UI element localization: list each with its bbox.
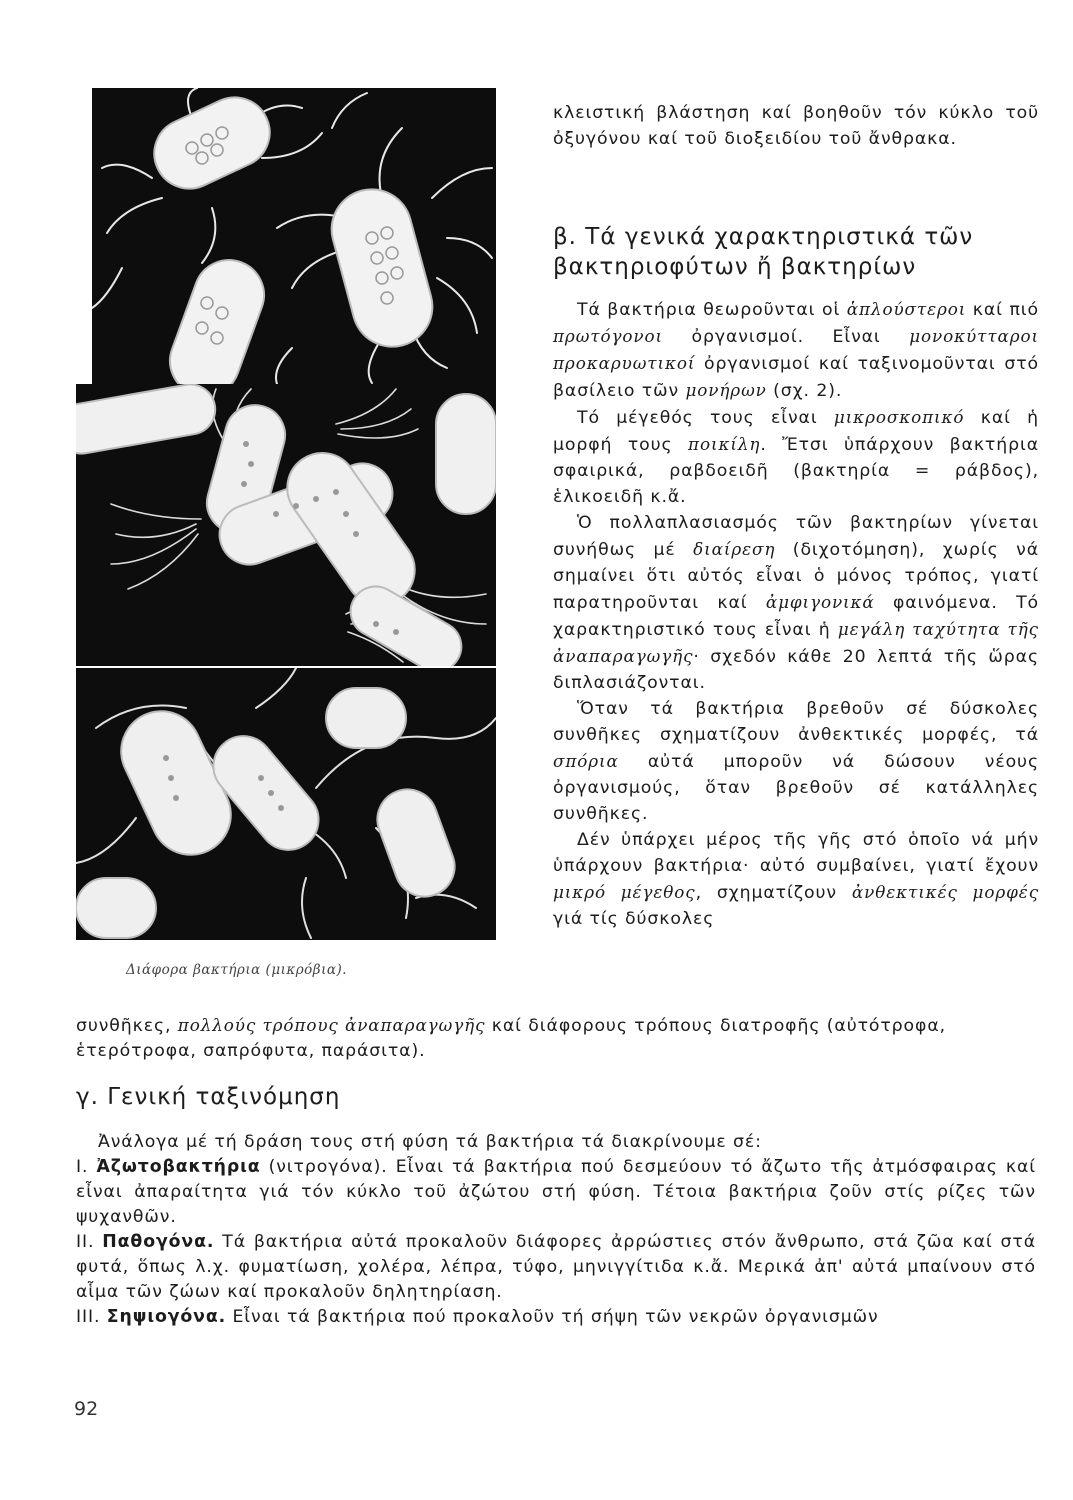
section-b-body: [553, 296, 1039, 932]
emphasis: μικρό μέγεθος: [553, 882, 696, 902]
rod-bacteria-illustration: [76, 384, 496, 666]
paragraph: Ὅταν τά βακτήρια βρεθοῦν σέ δύσκολες συνθῆκες σχηματίζουν ἀνθεκτικές μορφές, τά σπόρια αὐτά μποροῦν νά δώσουν νέους ὀργανισμούς, ὅταν βρεθοῦν σέ κατάλληλες συνθῆκες.: [553, 699, 1039, 824]
emphasis: ποικίλη: [688, 434, 761, 454]
figure-panel-rod-bacteria: [76, 384, 496, 666]
bacteria-figure: [76, 88, 496, 938]
classification-item-nitrogen: I. Ἀζωτοβακτήρια (νιτρογόνα). Εἶναι τά βακτήρια πού δεσμεύουν τό ἄζωτο τῆς ἀτμόσφαιρας καί εἶναι ἀπαραίτητα γιά τόν κύκλο τοῦ ἀζώτου στή φύση. Τέτοια βακτήρια ζοῦν στίς ρίζες τῶν ψυχανθῶν.: [76, 1157, 1037, 1227]
term-pathogenic: Παθογόνα.: [102, 1232, 215, 1252]
classification-item-pathogenic: II. Παθογόνα. Τά βακτήρια αὐτά προκαλοῦν διάφορες ἀρρώστιες στόν ἄνθρωπο, στά ζῶα καί στά φυτά, ὅπως λ.χ. φυματίωση, χολέρα, λέπρα, τύφο, μηνιγγίτιδα κ.ἄ. Μερικά ἀπ' αὐτά μπαίνουν στό αἷμα τῶν ζώων καί προκαλοῦν δηλητηρίαση.: [76, 1232, 1036, 1302]
classification-intro: Ἀνάλογα μέ τή δράση τους στή φύση τά βακτήρια τά διακρίνουμε σέ:: [98, 1132, 762, 1152]
term-nitrogen-bacteria: Ἀζωτοβακτήρια: [96, 1157, 261, 1177]
continuation-paragraph: κλειστική βλάστηση καί βοηθοῦν τόν κύκλο τοῦ ὀξυγόνου καί τοῦ διοξειδίου τοῦ ἄνθρακα.: [553, 103, 1039, 149]
emphasis: σπόρια: [553, 751, 619, 771]
page-number: 92: [74, 1398, 99, 1420]
top-continuation: [553, 100, 1039, 152]
figure-panel-flagellated-bacteria: [92, 88, 496, 384]
paragraph: συνθῆκες, πολλούς τρόπους ἀναπαραγωγῆς καί διάφορους τρόπους διατροφῆς (αὐτότροφα, ἑτερότροφα, σαπρόφυτα, παράσιτα).: [76, 1015, 947, 1061]
emphasis: πολλούς τρόπους ἀναπαραγωγῆς: [177, 1015, 486, 1035]
emphasis: ἁπλούστεροι: [846, 299, 967, 319]
paragraph: Τό μέγεθός τους εἶναι μικροσκοπικό καί ἡ μορφή τους ποικίλη. Ἔτσι ὑπάρχουν βακτήρια σφαιρικά, ραβδοειδῆ (βακτηρία = ράβδος), ἑλικοειδῆ κ.ἄ.: [553, 407, 1039, 507]
classification-list: [76, 1130, 1036, 1330]
figure-panel-curved-bacteria: [76, 668, 496, 940]
emphasis: ἀμφιγονικά: [765, 592, 875, 612]
section-g-heading: γ. Γενική ταξινόμηση: [76, 1084, 341, 1110]
term-putrefactive: Σηψιογόνα.: [106, 1307, 227, 1327]
emphasis: μικροσκοπικό: [833, 407, 965, 427]
paragraph: Ὁ πολλαπλασιασμός τῶν βακτηρίων γίνεται συνήθως μέ διαίρεση (διχοτόμηση), χωρίς νά σημαίνει ὅτι αὐτός εἶναι ὁ μόνος τρόπος, γιατί παρατηροῦνται καί ἀμφιγονικά φαινόμενα. Τό χαρακτηριστικό τους εἶναι ἡ μεγάλη ταχύτητα τῆς ἀναπαραγωγῆς· σχεδόν κάθε 20 λεπτά τῆς ὥρας διπλασιάζονται.: [553, 513, 1040, 693]
paragraph: Τά βακτήρια θεωροῦνται οἱ ἁπλούστεροι καί πιό πρωτόγονοι ὀργανισμοί. Εἶναι μονοκύτταροι προκαρυωτικοί ὀργανισμοί καί ταξινομοῦνται στό βασίλειο τῶν μονήρων (σχ. 2).: [553, 299, 1039, 401]
emphasis: μονήρων: [685, 380, 767, 400]
emphasis: διαίρεση: [693, 539, 776, 559]
curved-bacteria-illustration: [76, 668, 496, 940]
emphasis: πρωτόγονοι: [553, 326, 663, 346]
figure-caption: Διάφορα βακτήρια (μικρόβια).: [126, 962, 348, 978]
flagellated-bacteria-illustration: [92, 88, 496, 384]
paragraph: Δέν ὑπάρχει μέρος τῆς γῆς στό ὁποῖο νά μήν ὑπάρχουν βακτήρια· αὐτό συμβαίνει, γιατί ἔχουν μικρό μέγεθος, σχηματίζουν ἀνθεκτικές μορφές γιά τίς δύσκολες: [553, 830, 1039, 929]
section-b-continuation: [76, 1013, 1036, 1064]
emphasis: μεγάλη ταχύτητα τῆς ἀναπαραγωγῆς: [553, 619, 1039, 666]
section-b-heading: β. Τά γενικά χαρακτηριστικά τῶν βακτηριοφύτων ἤ βακτηρίων: [553, 224, 974, 280]
emphasis: μονοκύτταροι προκαρυωτικοί: [553, 326, 1039, 373]
emphasis: ἀνθεκτικές μορφές: [851, 882, 1039, 902]
classification-item-putrefactive: III. Σηψιογόνα. Εἶναι τά βακτήρια πού προκαλοῦν τή σήψη τῶν νεκρῶν ὀργανισμῶν: [76, 1307, 879, 1327]
